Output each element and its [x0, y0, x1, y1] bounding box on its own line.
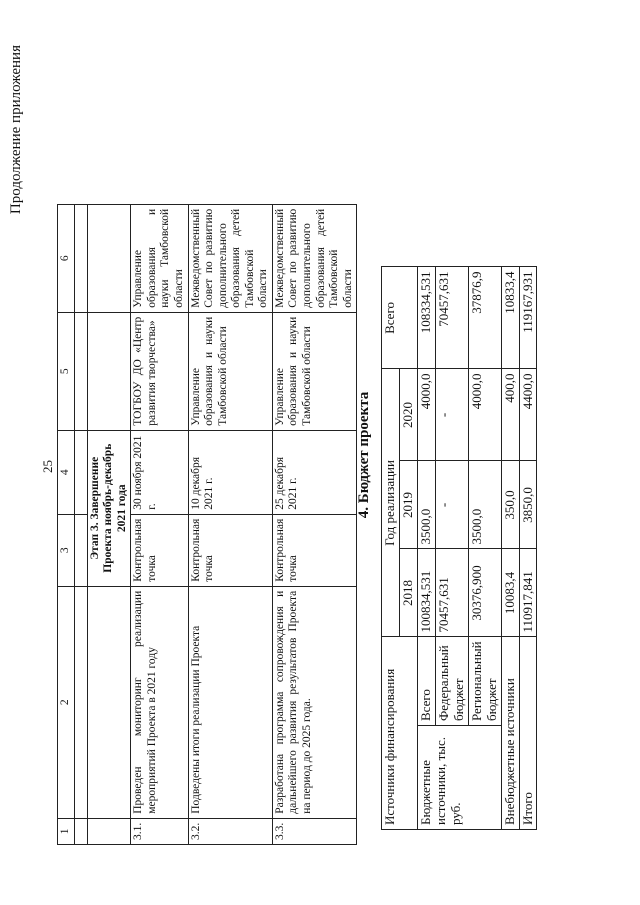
row-report: Управление образования и науки Тамбовской области [131, 204, 188, 312]
budget-row [417, 267, 435, 830]
year-header: Год реализации [382, 369, 400, 637]
value-2019: 350,0 [501, 461, 519, 549]
row-description: Проведен мониторинг реализации мероприятий Проекта в 2021 году [131, 586, 188, 818]
value-2018: 70457,631 [435, 549, 468, 637]
itogo-row [519, 267, 537, 830]
value-2018: 10083,4 [501, 549, 519, 637]
total-header: Всего [382, 267, 418, 369]
budget-row-label: Региональный бюджет [468, 637, 501, 726]
value-2020: 4000,0 [417, 369, 435, 461]
budget-table [381, 266, 537, 830]
value-2020: - [435, 369, 468, 461]
value-total: 37876,9 [468, 267, 501, 369]
page-number: 25 [40, 460, 55, 473]
value-2019: 3850,0 [519, 461, 537, 549]
value-total: 108334,531 [417, 267, 435, 369]
header-cell: 2 [58, 586, 75, 818]
schedule-table [57, 204, 357, 845]
header-cell: 5 [58, 312, 75, 430]
row-number: 3.1. [131, 818, 188, 844]
header-cell: 4 [58, 430, 75, 514]
itogo-label: Итого [519, 637, 537, 830]
offbudget-row [501, 267, 519, 830]
table-row [188, 204, 272, 844]
spacer-row [74, 204, 87, 844]
budget-title: 4. Бюджет проекта [356, 391, 372, 519]
value-total: 10833,4 [501, 267, 519, 369]
row-description: Разработана программа сопровождения и дальнейшего развития результатов Проекта на период до 2025 года. [272, 586, 356, 818]
offbudget-label: Внебюджетные источники [501, 637, 519, 830]
budget-header-row [382, 267, 400, 830]
year-cell: 2018 [399, 549, 417, 637]
row-type: Контрольная точка [188, 514, 272, 586]
row-responsible: ТОГБОУ ДО «Центр развития творчества» [131, 312, 188, 430]
row-number: 3.3. [272, 818, 356, 844]
row-number: 3.2. [188, 818, 272, 844]
value-2019: 3500,0 [417, 461, 435, 549]
header-cell: 3 [58, 514, 75, 586]
row-date: 25 декабря 2021 г. [272, 430, 356, 514]
value-total: 119167,931 [519, 267, 537, 369]
row-date: 10 декабря 2021 г. [188, 430, 272, 514]
table-header-row [58, 204, 75, 844]
year-cell: 2019 [399, 461, 417, 549]
row-report: Межведомственный Совет по развитию дополнительного образования детей Тамбовской области [272, 204, 356, 312]
value-2018: 100834,531 [417, 549, 435, 637]
row-responsible: Управление образования и науки Тамбовской области [188, 312, 272, 430]
value-total: 70457,631 [435, 267, 468, 369]
value-2020: 4000,0 [468, 369, 501, 461]
header-cell: 1 [58, 818, 75, 844]
table-row [131, 204, 188, 844]
continuation-label: Продолжение приложения [8, 45, 24, 215]
value-2020: 400,0 [501, 369, 519, 461]
row-report: Межведомственный Совет по развитию дополнительного образования детей Тамбовской области [188, 204, 272, 312]
row-type: Контрольная точка [272, 514, 356, 586]
row-date: 30 ноября 2021 г. [131, 430, 188, 514]
stage-title: Этап 3. Завершение Проекта ноябрь-декабрь 2021 года [87, 430, 131, 586]
row-description: Подведены итоги реализации Проекта [188, 586, 272, 818]
value-2019: 3500,0 [468, 461, 501, 549]
row-type: Контрольная точка [131, 514, 188, 586]
value-2019: - [435, 461, 468, 549]
stage-row [87, 204, 131, 844]
value-2020: 4400,0 [519, 369, 537, 461]
sources-header: Источники финансирования [382, 637, 418, 830]
year-cell: 2020 [399, 369, 417, 461]
budget-group-label: Бюджетные источники, тыс. руб. [417, 726, 501, 830]
budget-row-label: Всего [417, 637, 435, 726]
header-cell: 6 [58, 204, 75, 312]
budget-row-label: Федеральный бюджет [435, 637, 468, 726]
table-row [272, 204, 356, 844]
row-responsible: Управление образования и науки Тамбовской области [272, 312, 356, 430]
value-2018: 110917,841 [519, 549, 537, 637]
value-2018: 30376,900 [468, 549, 501, 637]
